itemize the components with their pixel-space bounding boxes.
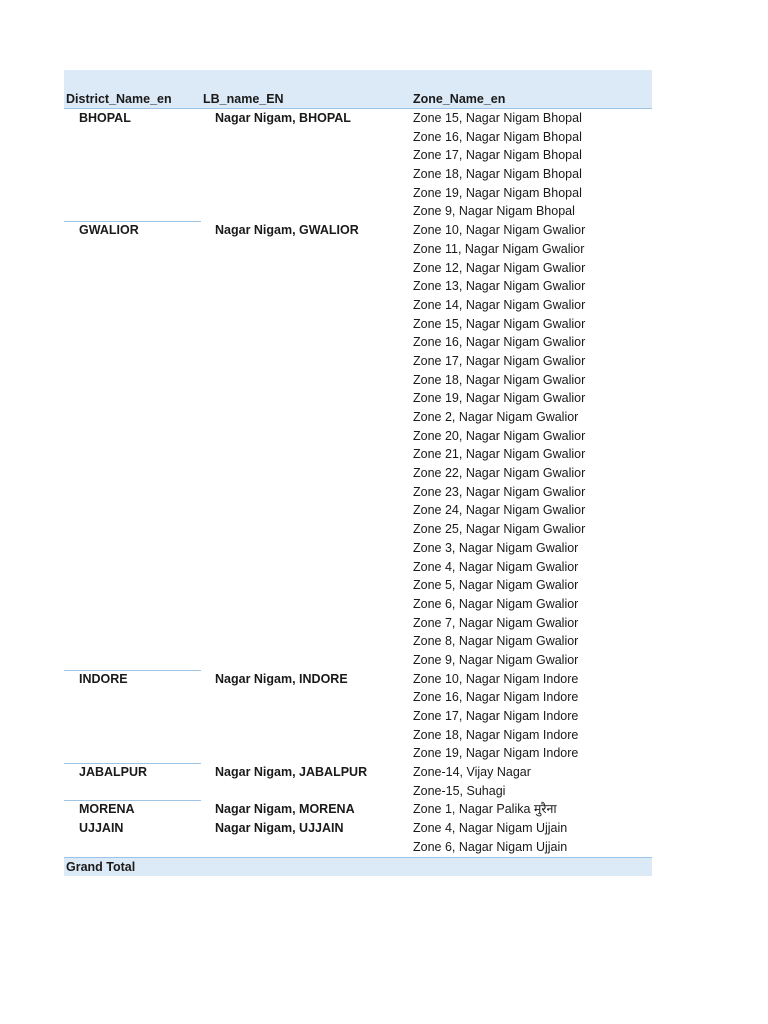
pivot-table <box>64 70 652 876</box>
header-row <box>64 70 652 109</box>
local-body-name[interactable]: Nagar Nigam, INDORE <box>215 671 348 686</box>
district-name[interactable]: JABALPUR <box>79 765 148 780</box>
zone-name[interactable]: Zone 16, Nagar Nigam Indore <box>413 690 579 705</box>
zone-name[interactable]: Zone 16, Nagar Nigam Gwalior <box>413 335 586 350</box>
zone-name[interactable]: Zone 6, Nagar Nigam Ujjain <box>413 839 568 854</box>
zone-list <box>413 763 652 800</box>
zone-name[interactable]: Zone 8, Nagar Nigam Gwalior <box>413 634 579 649</box>
zone-name[interactable]: Zone 3, Nagar Nigam Gwalior <box>413 540 579 555</box>
zone-name[interactable]: Zone 21, Nagar Nigam Gwalior <box>413 447 586 462</box>
grand-total-row <box>64 857 652 876</box>
district-name[interactable]: GWALIOR <box>79 223 139 238</box>
header-district[interactable]: District_Name_en <box>66 92 172 106</box>
district-group <box>64 819 652 856</box>
district-name[interactable]: MORENA <box>79 802 135 817</box>
local-body-name[interactable]: Nagar Nigam, GWALIOR <box>215 223 359 238</box>
zone-name[interactable]: Zone 7, Nagar Nigam Gwalior <box>413 615 579 630</box>
zone-name[interactable]: Zone 12, Nagar Nigam Gwalior <box>413 260 586 275</box>
district-group <box>64 670 652 763</box>
zone-name[interactable]: Zone 10, Nagar Nigam Indore <box>413 671 579 686</box>
zone-name[interactable]: Zone 9, Nagar Nigam Bhopal <box>413 204 575 219</box>
zone-name[interactable]: Zone 4, Nagar Nigam Ujjain <box>413 821 568 836</box>
district-name[interactable]: INDORE <box>79 671 128 686</box>
local-body-name[interactable]: Nagar Nigam, MORENA <box>215 802 355 817</box>
zone-name[interactable]: Zone 5, Nagar Nigam Gwalior <box>413 578 579 593</box>
district-name[interactable]: BHOPAL <box>79 111 131 125</box>
zone-name[interactable]: Zone 24, Nagar Nigam Gwalior <box>413 503 586 518</box>
zone-name[interactable]: Zone 23, Nagar Nigam Gwalior <box>413 484 586 499</box>
zone-name[interactable]: Zone 10, Nagar Nigam Gwalior <box>413 223 586 238</box>
zone-name[interactable]: Zone 6, Nagar Nigam Gwalior <box>413 596 579 611</box>
zone-list <box>413 221 652 670</box>
zone-name[interactable]: Zone 17, Nagar Nigam Indore <box>413 709 579 723</box>
zone-name[interactable]: Zone 19, Nagar Nigam Indore <box>413 746 579 761</box>
zone-name[interactable]: Zone 18, Nagar Nigam Indore <box>413 727 579 742</box>
zone-name[interactable]: Zone 9, Nagar Nigam Gwalior <box>413 652 579 667</box>
zone-name[interactable]: Zone 11, Nagar Nigam Gwalior <box>413 241 585 256</box>
local-body-name[interactable]: Nagar Nigam, BHOPAL <box>215 111 351 125</box>
zone-name[interactable]: Zone 17, Nagar Nigam Gwalior <box>413 353 586 368</box>
zone-name[interactable]: Zone 13, Nagar Nigam Gwalior <box>413 279 586 294</box>
district-group <box>64 800 652 819</box>
zone-name[interactable]: Zone 18, Nagar Nigam Gwalior <box>413 372 586 387</box>
local-body-name[interactable]: Nagar Nigam, UJJAIN <box>215 821 344 836</box>
zone-name[interactable]: Zone 22, Nagar Nigam Gwalior <box>413 466 586 481</box>
district-group <box>64 763 652 800</box>
row-groups <box>64 109 652 857</box>
zone-list <box>413 670 652 763</box>
zone-name[interactable]: Zone 17, Nagar Nigam Bhopal <box>413 148 582 163</box>
zone-name[interactable]: Zone 19, Nagar Nigam Bhopal <box>413 185 582 200</box>
zone-name[interactable]: Zone 1, Nagar Palika मुरैना <box>413 802 557 817</box>
zone-name[interactable]: Zone 4, Nagar Nigam Gwalior <box>413 559 579 574</box>
zone-name[interactable]: Zone 18, Nagar Nigam Bhopal <box>413 167 582 182</box>
zone-name[interactable]: Zone 16, Nagar Nigam Bhopal <box>413 129 582 144</box>
zone-list <box>413 819 652 856</box>
zone-name[interactable]: Zone 2, Nagar Nigam Gwalior <box>413 410 579 424</box>
district-group <box>64 221 652 670</box>
zone-name[interactable]: Zone 20, Nagar Nigam Gwalior <box>413 428 586 443</box>
zone-name[interactable]: Zone 25, Nagar Nigam Gwalior <box>413 522 586 537</box>
zone-list <box>413 109 652 221</box>
local-body-name[interactable]: Nagar Nigam, JABALPUR <box>215 765 368 780</box>
zone-name[interactable]: Zone-14, Vijay Nagar <box>413 765 531 780</box>
header-lb-name[interactable]: LB_name_EN <box>203 92 284 106</box>
zone-name[interactable]: Zone 15, Nagar Nigam Gwalior <box>413 316 586 331</box>
district-group <box>64 109 652 221</box>
zone-name[interactable]: Zone 15, Nagar Nigam Bhopal <box>413 111 582 125</box>
grand-total-label: Grand Total <box>66 859 136 874</box>
district-name[interactable]: UJJAIN <box>79 821 124 836</box>
zone-name[interactable]: Zone-15, Suhagi <box>413 783 506 798</box>
header-zone-name[interactable]: Zone_Name_en <box>413 92 506 106</box>
zone-name[interactable]: Zone 19, Nagar Nigam Gwalior <box>413 391 586 406</box>
zone-list <box>413 800 652 819</box>
zone-name[interactable]: Zone 14, Nagar Nigam Gwalior <box>413 297 586 312</box>
